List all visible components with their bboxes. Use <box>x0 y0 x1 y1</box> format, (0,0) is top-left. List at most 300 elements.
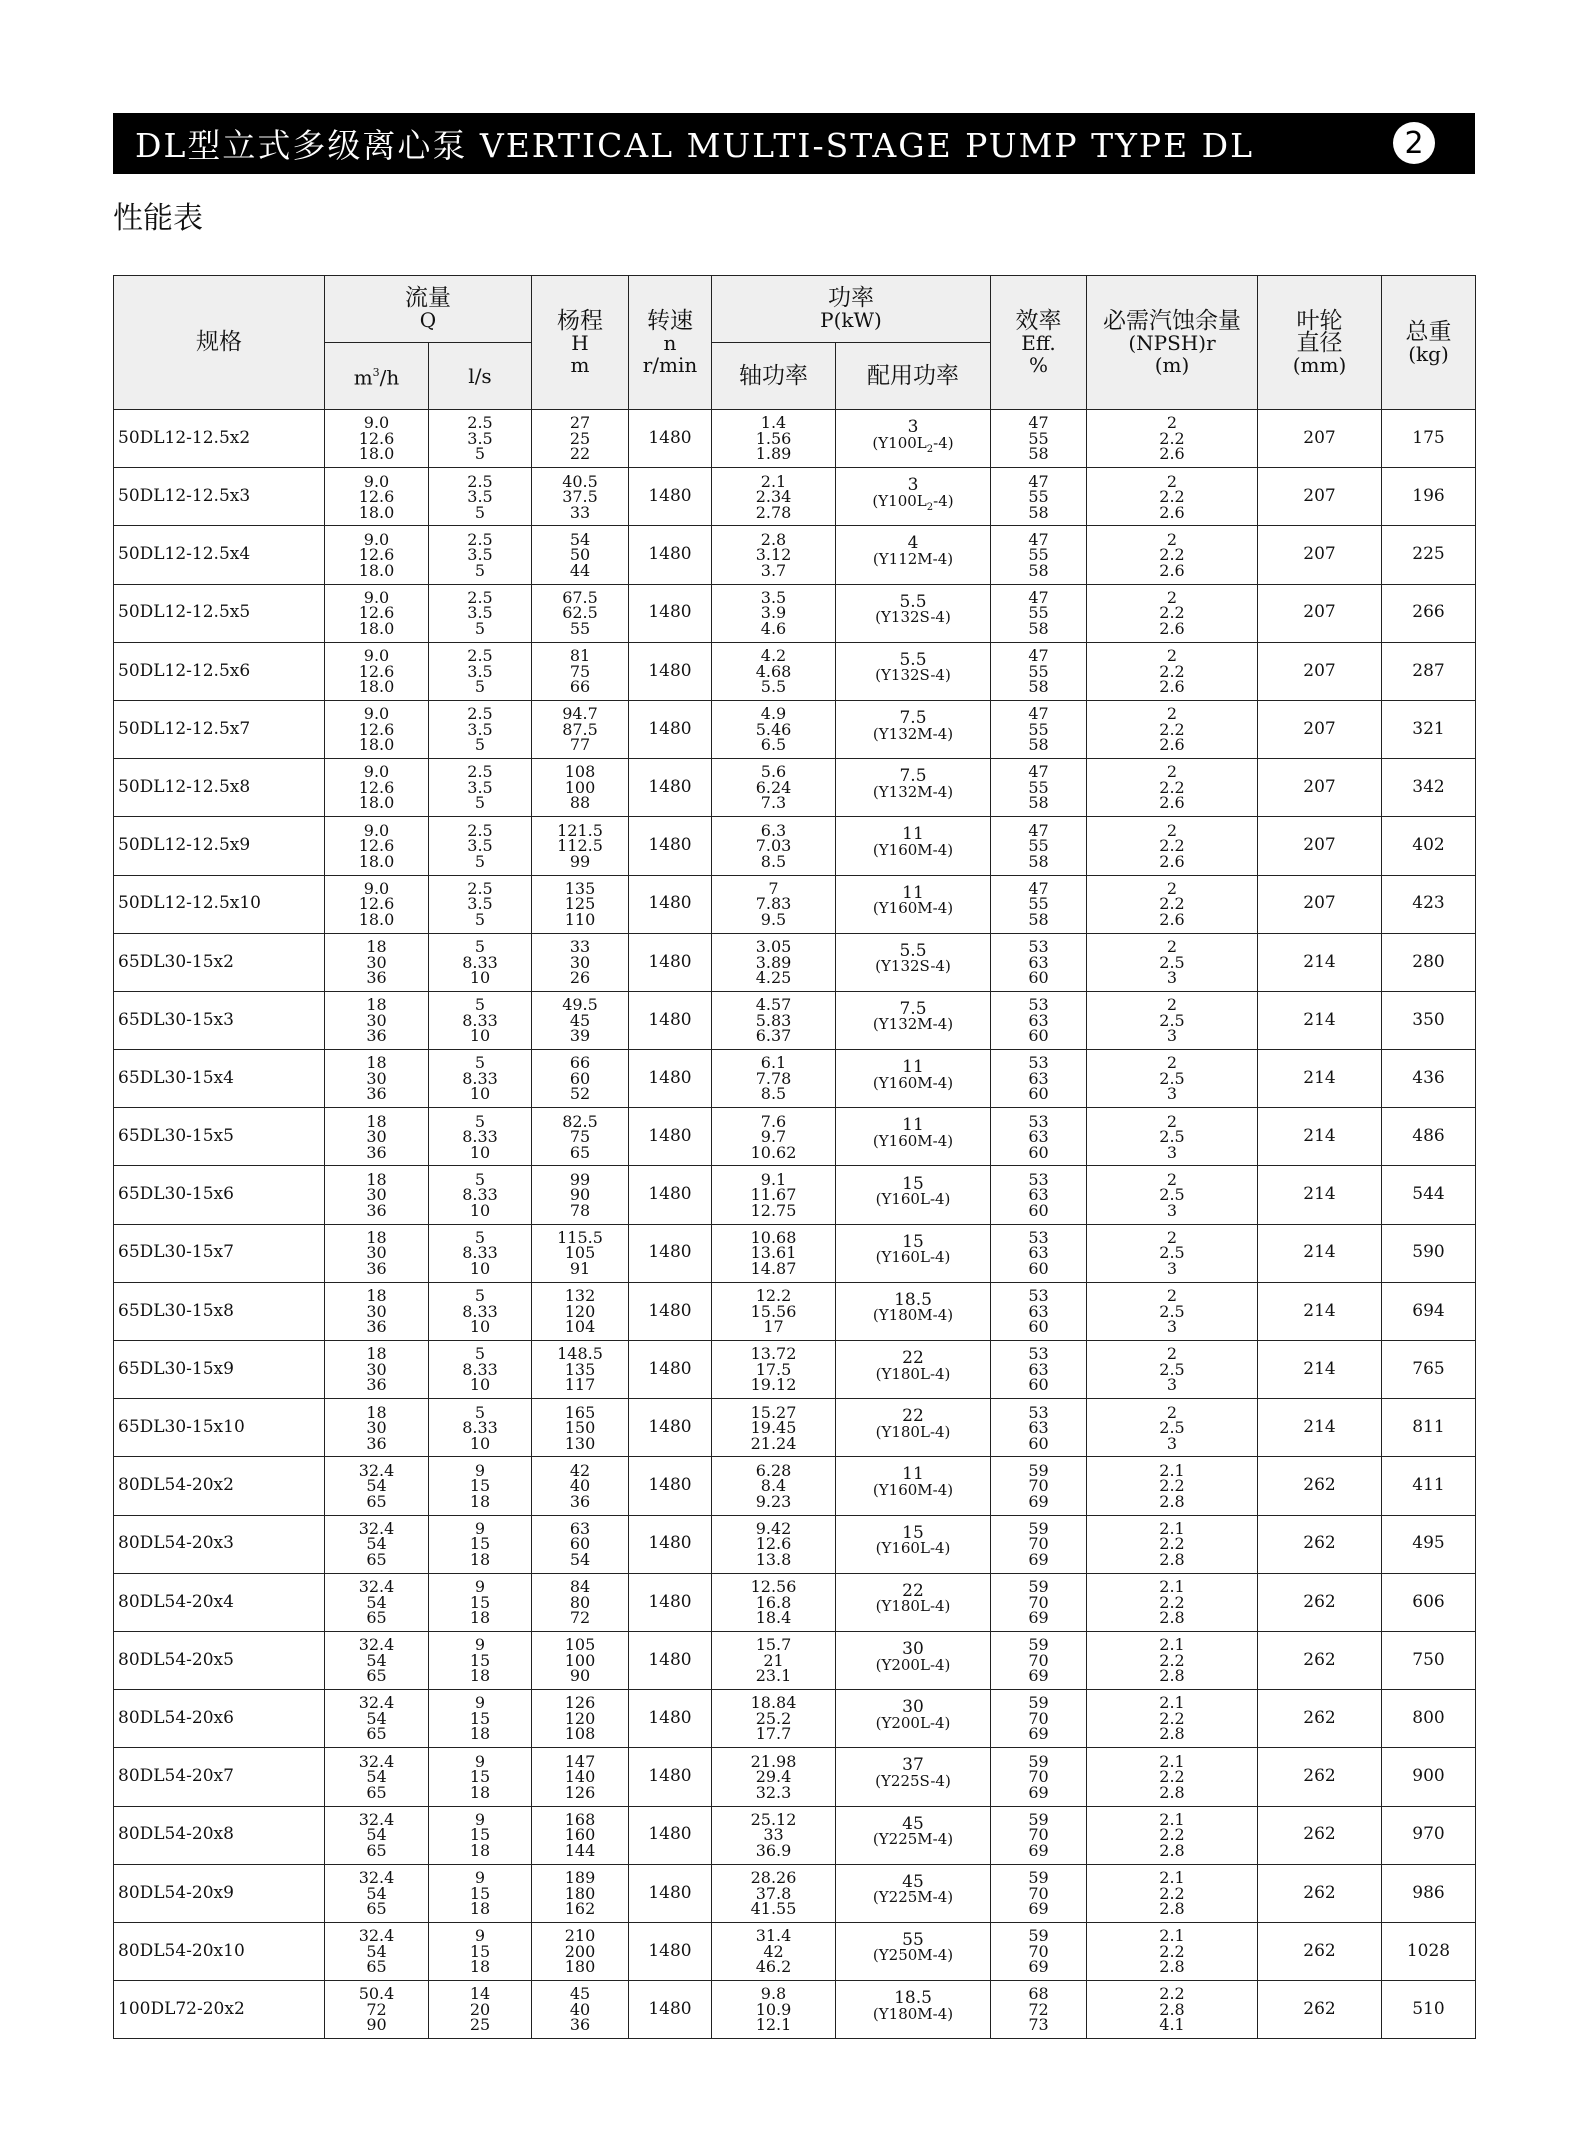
cell-flow-m3h: 18 30 36 <box>325 933 429 991</box>
cell-flow-ls: 14 20 25 <box>429 1981 532 2039</box>
cell-speed: 1480 <box>629 1050 712 1108</box>
cell-weight: 544 <box>1382 1166 1476 1224</box>
cell-weight: 694 <box>1382 1282 1476 1340</box>
cell-flow-m3h: 9.0 12.6 18.0 <box>325 526 429 584</box>
table-row <box>114 1341 1476 1399</box>
cell-spec: 65DL30-15x9 <box>114 1341 325 1399</box>
cell-eff: 53 63 60 <box>991 933 1087 991</box>
cell-eff: 47 55 58 <box>991 526 1087 584</box>
cell-weight: 986 <box>1382 1864 1476 1922</box>
cell-head: 121.5 112.5 99 <box>532 817 629 875</box>
cell-flow-ls: 2.5 3.5 5 <box>429 468 532 526</box>
cell-motor-power: 11 (Y160M-4) <box>836 1108 991 1166</box>
cell-flow-m3h: 32.4 54 65 <box>325 1690 429 1748</box>
cell-eff: 53 63 60 <box>991 991 1087 1049</box>
cell-flow-ls: 5 8.33 10 <box>429 1224 532 1282</box>
cell-impeller: 262 <box>1258 1515 1382 1573</box>
cell-speed: 1480 <box>629 1573 712 1631</box>
cell-flow-m3h: 32.4 54 65 <box>325 1748 429 1806</box>
header-shaft-power: 轴功率 <box>712 343 836 410</box>
table-row <box>114 1457 1476 1515</box>
cell-npsh: 2.1 2.2 2.8 <box>1087 1573 1258 1631</box>
cell-motor-power: 11 (Y160M-4) <box>836 1457 991 1515</box>
cell-spec: 65DL30-15x5 <box>114 1108 325 1166</box>
cell-speed: 1480 <box>629 642 712 700</box>
cell-head: 147 140 126 <box>532 1748 629 1806</box>
cell-head: 105 100 90 <box>532 1631 629 1689</box>
cell-flow-ls: 9 15 18 <box>429 1922 532 1980</box>
cell-head: 94.7 87.5 77 <box>532 700 629 758</box>
cell-shaft-power: 3.05 3.89 4.25 <box>712 933 836 991</box>
cell-motor-power: 5.5 (Y132S-4) <box>836 584 991 642</box>
cell-flow-m3h: 18 30 36 <box>325 1282 429 1340</box>
cell-shaft-power: 13.72 17.5 19.12 <box>712 1341 836 1399</box>
cell-motor-power: 18.5 (Y180M-4) <box>836 1282 991 1340</box>
cell-impeller: 214 <box>1258 933 1382 991</box>
cell-npsh: 2 2.5 3 <box>1087 991 1258 1049</box>
cell-head: 54 50 44 <box>532 526 629 584</box>
table-row <box>114 759 1476 817</box>
cell-weight: 225 <box>1382 526 1476 584</box>
cell-impeller: 207 <box>1258 759 1382 817</box>
cell-shaft-power: 9.42 12.6 13.8 <box>712 1515 836 1573</box>
cell-shaft-power: 1.4 1.56 1.89 <box>712 410 836 468</box>
cell-speed: 1480 <box>629 933 712 991</box>
cell-motor-power: 30 (Y200L-4) <box>836 1690 991 1748</box>
cell-shaft-power: 12.2 15.56 17 <box>712 1282 836 1340</box>
cell-npsh: 2 2.5 3 <box>1087 1341 1258 1399</box>
cell-speed: 1480 <box>629 1690 712 1748</box>
cell-weight: 196 <box>1382 468 1476 526</box>
cell-weight: 280 <box>1382 933 1476 991</box>
cell-flow-ls: 5 8.33 10 <box>429 1050 532 1108</box>
cell-shaft-power: 25.12 33 36.9 <box>712 1806 836 1864</box>
cell-motor-power: 18.5 (Y180M-4) <box>836 1981 991 2039</box>
cell-impeller: 214 <box>1258 1166 1382 1224</box>
cell-flow-ls: 9 15 18 <box>429 1864 532 1922</box>
cell-speed: 1480 <box>629 991 712 1049</box>
table-row <box>114 1399 1476 1457</box>
cell-head: 33 30 26 <box>532 933 629 991</box>
cell-eff: 47 55 58 <box>991 642 1087 700</box>
cell-flow-ls: 5 8.33 10 <box>429 1108 532 1166</box>
cell-spec: 65DL30-15x3 <box>114 991 325 1049</box>
cell-npsh: 2 2.2 2.6 <box>1087 642 1258 700</box>
cell-head: 82.5 75 65 <box>532 1108 629 1166</box>
page-number-badge: 2 <box>1393 122 1435 164</box>
cell-flow-ls: 5 8.33 10 <box>429 991 532 1049</box>
cell-flow-m3h: 18 30 36 <box>325 1399 429 1457</box>
cell-speed: 1480 <box>629 875 712 933</box>
cell-speed: 1480 <box>629 1748 712 1806</box>
cell-flow-m3h: 9.0 12.6 18.0 <box>325 468 429 526</box>
cell-motor-power: 45 (Y225M-4) <box>836 1806 991 1864</box>
cell-flow-ls: 2.5 3.5 5 <box>429 642 532 700</box>
cell-shaft-power: 31.4 42 46.2 <box>712 1922 836 1980</box>
cell-flow-ls: 5 8.33 10 <box>429 1399 532 1457</box>
cell-eff: 47 55 58 <box>991 875 1087 933</box>
cell-spec: 80DL54-20x3 <box>114 1515 325 1573</box>
cell-impeller: 214 <box>1258 1399 1382 1457</box>
header-motor-power: 配用功率 <box>836 343 991 410</box>
cell-impeller: 207 <box>1258 642 1382 700</box>
cell-motor-power: 3 $(Y100L_2-4)$ <box>836 410 991 468</box>
cell-impeller: 262 <box>1258 1457 1382 1515</box>
cell-eff: 53 63 60 <box>991 1108 1087 1166</box>
cell-speed: 1480 <box>629 410 712 468</box>
header-power: 功率 P(kW) <box>712 276 991 343</box>
cell-eff: 53 63 60 <box>991 1399 1087 1457</box>
cell-head: 67.5 62.5 55 <box>532 584 629 642</box>
cell-spec: 50DL12-12.5x4 <box>114 526 325 584</box>
cell-flow-m3h: 50.4 72 90 <box>325 1981 429 2039</box>
cell-head: 81 75 66 <box>532 642 629 700</box>
cell-spec: 50DL12-12.5x3 <box>114 468 325 526</box>
cell-impeller: 262 <box>1258 1748 1382 1806</box>
table-row <box>114 875 1476 933</box>
cell-impeller: 262 <box>1258 1864 1382 1922</box>
table-row <box>114 1748 1476 1806</box>
cell-motor-power: 7.5 (Y132M-4) <box>836 759 991 817</box>
cell-motor-power: 15 (Y160L-4) <box>836 1515 991 1573</box>
cell-npsh: 2.1 2.2 2.8 <box>1087 1457 1258 1515</box>
cell-spec: 65DL30-15x6 <box>114 1166 325 1224</box>
cell-weight: 590 <box>1382 1224 1476 1282</box>
cell-head: 189 180 162 <box>532 1864 629 1922</box>
cell-weight: 750 <box>1382 1631 1476 1689</box>
cell-speed: 1480 <box>629 1981 712 2039</box>
cell-speed: 1480 <box>629 759 712 817</box>
cell-impeller: 214 <box>1258 1282 1382 1340</box>
cell-flow-m3h: 18 30 36 <box>325 1224 429 1282</box>
cell-speed: 1480 <box>629 1399 712 1457</box>
cell-head: 42 40 36 <box>532 1457 629 1515</box>
cell-impeller: 214 <box>1258 1108 1382 1166</box>
cell-flow-ls: 2.5 3.5 5 <box>429 759 532 817</box>
cell-head: 99 90 78 <box>532 1166 629 1224</box>
cell-motor-power: 15 (Y160L-4) <box>836 1224 991 1282</box>
cell-speed: 1480 <box>629 584 712 642</box>
cell-flow-ls: 9 15 18 <box>429 1573 532 1631</box>
cell-weight: 970 <box>1382 1806 1476 1864</box>
cell-spec: 80DL54-20x8 <box>114 1806 325 1864</box>
cell-head: 27 25 22 <box>532 410 629 468</box>
cell-weight: 510 <box>1382 1981 1476 2039</box>
cell-motor-power: 22 (Y180L-4) <box>836 1573 991 1631</box>
cell-flow-m3h: 32.4 54 65 <box>325 1922 429 1980</box>
cell-motor-power: 45 (Y225M-4) <box>836 1864 991 1922</box>
cell-npsh: 2 2.5 3 <box>1087 933 1258 991</box>
cell-spec: 80DL54-20x5 <box>114 1631 325 1689</box>
cell-head: 165 150 130 <box>532 1399 629 1457</box>
cell-shaft-power: 9.1 11.67 12.75 <box>712 1166 836 1224</box>
cell-spec: 50DL12-12.5x5 <box>114 584 325 642</box>
cell-spec: 80DL54-20x10 <box>114 1922 325 1980</box>
cell-head: 49.5 45 39 <box>532 991 629 1049</box>
cell-npsh: 2 2.2 2.6 <box>1087 410 1258 468</box>
cell-flow-m3h: 18 30 36 <box>325 1341 429 1399</box>
cell-speed: 1480 <box>629 1224 712 1282</box>
cell-impeller: 214 <box>1258 1224 1382 1282</box>
cell-flow-m3h: 32.4 54 65 <box>325 1631 429 1689</box>
cell-npsh: 2 2.5 3 <box>1087 1399 1258 1457</box>
cell-npsh: 2.1 2.2 2.8 <box>1087 1690 1258 1748</box>
cell-motor-power: 11 (Y160M-4) <box>836 1050 991 1108</box>
cell-head: 84 80 72 <box>532 1573 629 1631</box>
cell-eff: 59 70 69 <box>991 1515 1087 1573</box>
cell-eff: 53 63 60 <box>991 1282 1087 1340</box>
cell-flow-m3h: 9.0 12.6 18.0 <box>325 584 429 642</box>
cell-weight: 900 <box>1382 1748 1476 1806</box>
cell-spec: 65DL30-15x2 <box>114 933 325 991</box>
cell-flow-m3h: 9.0 12.6 18.0 <box>325 759 429 817</box>
cell-motor-power: 37 (Y225S-4) <box>836 1748 991 1806</box>
cell-motor-power: 3 $(Y100L_2-4)$ <box>836 468 991 526</box>
cell-head: 168 160 144 <box>532 1806 629 1864</box>
cell-eff: 53 63 60 <box>991 1224 1087 1282</box>
table-row <box>114 933 1476 991</box>
cell-npsh: 2 2.2 2.6 <box>1087 759 1258 817</box>
cell-impeller: 207 <box>1258 817 1382 875</box>
cell-motor-power: 11 (Y160M-4) <box>836 875 991 933</box>
cell-speed: 1480 <box>629 1166 712 1224</box>
cell-eff: 59 70 69 <box>991 1748 1087 1806</box>
cell-flow-ls: 5 8.33 10 <box>429 1166 532 1224</box>
cell-flow-m3h: 9.0 12.6 18.0 <box>325 410 429 468</box>
cell-npsh: 2 2.2 2.6 <box>1087 526 1258 584</box>
cell-impeller: 262 <box>1258 1573 1382 1631</box>
cell-shaft-power: 28.26 37.8 41.55 <box>712 1864 836 1922</box>
cell-eff: 59 70 69 <box>991 1631 1087 1689</box>
cell-npsh: 2.1 2.2 2.8 <box>1087 1864 1258 1922</box>
cell-flow-ls: 2.5 3.5 5 <box>429 817 532 875</box>
cell-spec: 50DL12-12.5x2 <box>114 410 325 468</box>
cell-spec: 65DL30-15x4 <box>114 1050 325 1108</box>
cell-impeller: 207 <box>1258 468 1382 526</box>
table-row <box>114 991 1476 1049</box>
cell-flow-m3h: 18 30 36 <box>325 1108 429 1166</box>
cell-shaft-power: 2.8 3.12 3.7 <box>712 526 836 584</box>
cell-npsh: 2.1 2.2 2.8 <box>1087 1631 1258 1689</box>
cell-head: 63 60 54 <box>532 1515 629 1573</box>
cell-eff: 47 55 58 <box>991 410 1087 468</box>
cell-speed: 1480 <box>629 468 712 526</box>
cell-flow-ls: 2.5 3.5 5 <box>429 700 532 758</box>
cell-motor-power: 5.5 (Y132S-4) <box>836 642 991 700</box>
table-row <box>114 410 1476 468</box>
cell-weight: 811 <box>1382 1399 1476 1457</box>
cell-shaft-power: 6.3 7.03 8.5 <box>712 817 836 875</box>
cell-weight: 402 <box>1382 817 1476 875</box>
cell-eff: 59 70 69 <box>991 1457 1087 1515</box>
cell-spec: 50DL12-12.5x8 <box>114 759 325 817</box>
cell-flow-ls: 5 8.33 10 <box>429 933 532 991</box>
cell-spec: 80DL54-20x4 <box>114 1573 325 1631</box>
cell-flow-ls: 9 15 18 <box>429 1690 532 1748</box>
cell-weight: 321 <box>1382 700 1476 758</box>
cell-impeller: 262 <box>1258 1981 1382 2039</box>
cell-weight: 175 <box>1382 410 1476 468</box>
cell-flow-ls: 2.5 3.5 5 <box>429 584 532 642</box>
cell-spec: 80DL54-20x7 <box>114 1748 325 1806</box>
cell-motor-power: 5.5 (Y132S-4) <box>836 933 991 991</box>
cell-speed: 1480 <box>629 1864 712 1922</box>
cell-flow-m3h: 18 30 36 <box>325 991 429 1049</box>
table-row <box>114 1282 1476 1340</box>
performance-table <box>113 275 1476 2039</box>
cell-eff: 53 63 60 <box>991 1050 1087 1108</box>
cell-head: 210 200 180 <box>532 1922 629 1980</box>
cell-flow-ls: 9 15 18 <box>429 1515 532 1573</box>
cell-impeller: 207 <box>1258 410 1382 468</box>
cell-weight: 266 <box>1382 584 1476 642</box>
cell-flow-ls: 2.5 3.5 5 <box>429 410 532 468</box>
table-row <box>114 584 1476 642</box>
cell-shaft-power: 6.28 8.4 9.23 <box>712 1457 836 1515</box>
cell-shaft-power: 21.98 29.4 32.3 <box>712 1748 836 1806</box>
title-banner <box>113 113 1475 174</box>
cell-head: 148.5 135 117 <box>532 1341 629 1399</box>
cell-shaft-power: 18.84 25.2 17.7 <box>712 1690 836 1748</box>
cell-eff: 59 70 69 <box>991 1922 1087 1980</box>
cell-flow-m3h: 9.0 12.6 18.0 <box>325 817 429 875</box>
table-row <box>114 1864 1476 1922</box>
cell-npsh: 2.2 2.8 4.1 <box>1087 1981 1258 2039</box>
cell-npsh: 2 2.5 3 <box>1087 1166 1258 1224</box>
cell-motor-power: 22 (Y180L-4) <box>836 1399 991 1457</box>
cell-npsh: 2.1 2.2 2.8 <box>1087 1922 1258 1980</box>
cell-npsh: 2 2.2 2.6 <box>1087 468 1258 526</box>
cell-flow-ls: 2.5 3.5 5 <box>429 875 532 933</box>
cell-flow-m3h: 18 30 36 <box>325 1050 429 1108</box>
cell-shaft-power: 2.1 2.34 2.78 <box>712 468 836 526</box>
cell-motor-power: 15 (Y160L-4) <box>836 1166 991 1224</box>
cell-head: 115.5 105 91 <box>532 1224 629 1282</box>
cell-flow-m3h: 9.0 12.6 18.0 <box>325 875 429 933</box>
cell-spec: 80DL54-20x2 <box>114 1457 325 1515</box>
header-impeller: 叶轮 直径 (mm) <box>1258 276 1382 410</box>
cell-eff: 59 70 69 <box>991 1864 1087 1922</box>
cell-npsh: 2 2.2 2.6 <box>1087 700 1258 758</box>
cell-eff: 53 63 60 <box>991 1341 1087 1399</box>
cell-weight: 342 <box>1382 759 1476 817</box>
cell-head: 126 120 108 <box>532 1690 629 1748</box>
header-speed: 转速 n r/min <box>629 276 712 410</box>
cell-speed: 1480 <box>629 1631 712 1689</box>
cell-flow-m3h: 9.0 12.6 18.0 <box>325 700 429 758</box>
cell-impeller: 207 <box>1258 700 1382 758</box>
cell-motor-power: 22 (Y180L-4) <box>836 1341 991 1399</box>
cell-npsh: 2.1 2.2 2.8 <box>1087 1515 1258 1573</box>
cell-flow-ls: 5 8.33 10 <box>429 1282 532 1340</box>
cell-motor-power: 7.5 (Y132M-4) <box>836 991 991 1049</box>
cell-shaft-power: 3.5 3.9 4.6 <box>712 584 836 642</box>
cell-spec: 65DL30-15x7 <box>114 1224 325 1282</box>
cell-eff: 47 55 58 <box>991 584 1087 642</box>
cell-speed: 1480 <box>629 1515 712 1573</box>
cell-spec: 65DL30-15x8 <box>114 1282 325 1340</box>
cell-head: 135 125 110 <box>532 875 629 933</box>
cell-impeller: 214 <box>1258 991 1382 1049</box>
header-flow-ls: l/s <box>429 343 532 410</box>
cell-flow-ls: 9 15 18 <box>429 1748 532 1806</box>
cell-eff: 59 70 69 <box>991 1690 1087 1748</box>
header-spec: 规格 <box>114 276 325 410</box>
table-row <box>114 1981 1476 2039</box>
table-row <box>114 1166 1476 1224</box>
table-row <box>114 700 1476 758</box>
cell-flow-ls: 9 15 18 <box>429 1457 532 1515</box>
cell-spec: 50DL12-12.5x7 <box>114 700 325 758</box>
cell-impeller: 207 <box>1258 584 1382 642</box>
cell-speed: 1480 <box>629 1341 712 1399</box>
cell-impeller: 262 <box>1258 1631 1382 1689</box>
cell-speed: 1480 <box>629 1457 712 1515</box>
cell-shaft-power: 4.57 5.83 6.37 <box>712 991 836 1049</box>
header-flow: 流量 Q <box>325 276 532 343</box>
cell-head: 45 40 36 <box>532 1981 629 2039</box>
cell-spec: 50DL12-12.5x10 <box>114 875 325 933</box>
cell-spec: 50DL12-12.5x9 <box>114 817 325 875</box>
cell-shaft-power: 15.27 19.45 21.24 <box>712 1399 836 1457</box>
cell-flow-ls: 2.5 3.5 5 <box>429 526 532 584</box>
cell-impeller: 214 <box>1258 1050 1382 1108</box>
table-row <box>114 1631 1476 1689</box>
cell-shaft-power: 6.1 7.78 8.5 <box>712 1050 836 1108</box>
cell-head: 132 120 104 <box>532 1282 629 1340</box>
table-row <box>114 1573 1476 1631</box>
cell-weight: 486 <box>1382 1108 1476 1166</box>
cell-eff: 47 55 58 <box>991 817 1087 875</box>
cell-eff: 59 70 69 <box>991 1573 1087 1631</box>
cell-flow-m3h: 32.4 54 65 <box>325 1864 429 1922</box>
cell-weight: 765 <box>1382 1341 1476 1399</box>
cell-motor-power: 4 (Y112M-4) <box>836 526 991 584</box>
cell-impeller: 207 <box>1258 526 1382 584</box>
cell-spec: 65DL30-15x10 <box>114 1399 325 1457</box>
cell-eff: 68 72 73 <box>991 1981 1087 2039</box>
cell-impeller: 262 <box>1258 1922 1382 1980</box>
header-npsh: 必需汽蚀余量 (NPSH)r (m) <box>1087 276 1258 410</box>
cell-speed: 1480 <box>629 526 712 584</box>
cell-weight: 606 <box>1382 1573 1476 1631</box>
cell-npsh: 2 2.2 2.6 <box>1087 875 1258 933</box>
cell-flow-m3h: 32.4 54 65 <box>325 1573 429 1631</box>
cell-shaft-power: 15.7 21 23.1 <box>712 1631 836 1689</box>
cell-weight: 800 <box>1382 1690 1476 1748</box>
cell-flow-m3h: 18 30 36 <box>325 1166 429 1224</box>
header-flow-m3h: $m^3/h$ <box>325 343 429 410</box>
cell-weight: 411 <box>1382 1457 1476 1515</box>
cell-speed: 1480 <box>629 1922 712 1980</box>
cell-weight: 287 <box>1382 642 1476 700</box>
cell-flow-ls: 9 15 18 <box>429 1631 532 1689</box>
table-row <box>114 1224 1476 1282</box>
cell-speed: 1480 <box>629 1806 712 1864</box>
cell-head: 108 100 88 <box>532 759 629 817</box>
cell-npsh: 2.1 2.2 2.8 <box>1087 1748 1258 1806</box>
table-row <box>114 1806 1476 1864</box>
table-row <box>114 1050 1476 1108</box>
cell-flow-ls: 5 8.33 10 <box>429 1341 532 1399</box>
cell-weight: 1028 <box>1382 1922 1476 1980</box>
cell-motor-power: 7.5 (Y132M-4) <box>836 700 991 758</box>
cell-npsh: 2 2.5 3 <box>1087 1224 1258 1282</box>
table-row <box>114 1108 1476 1166</box>
cell-eff: 53 63 60 <box>991 1166 1087 1224</box>
cell-flow-m3h: 32.4 54 65 <box>325 1515 429 1573</box>
table-row <box>114 642 1476 700</box>
